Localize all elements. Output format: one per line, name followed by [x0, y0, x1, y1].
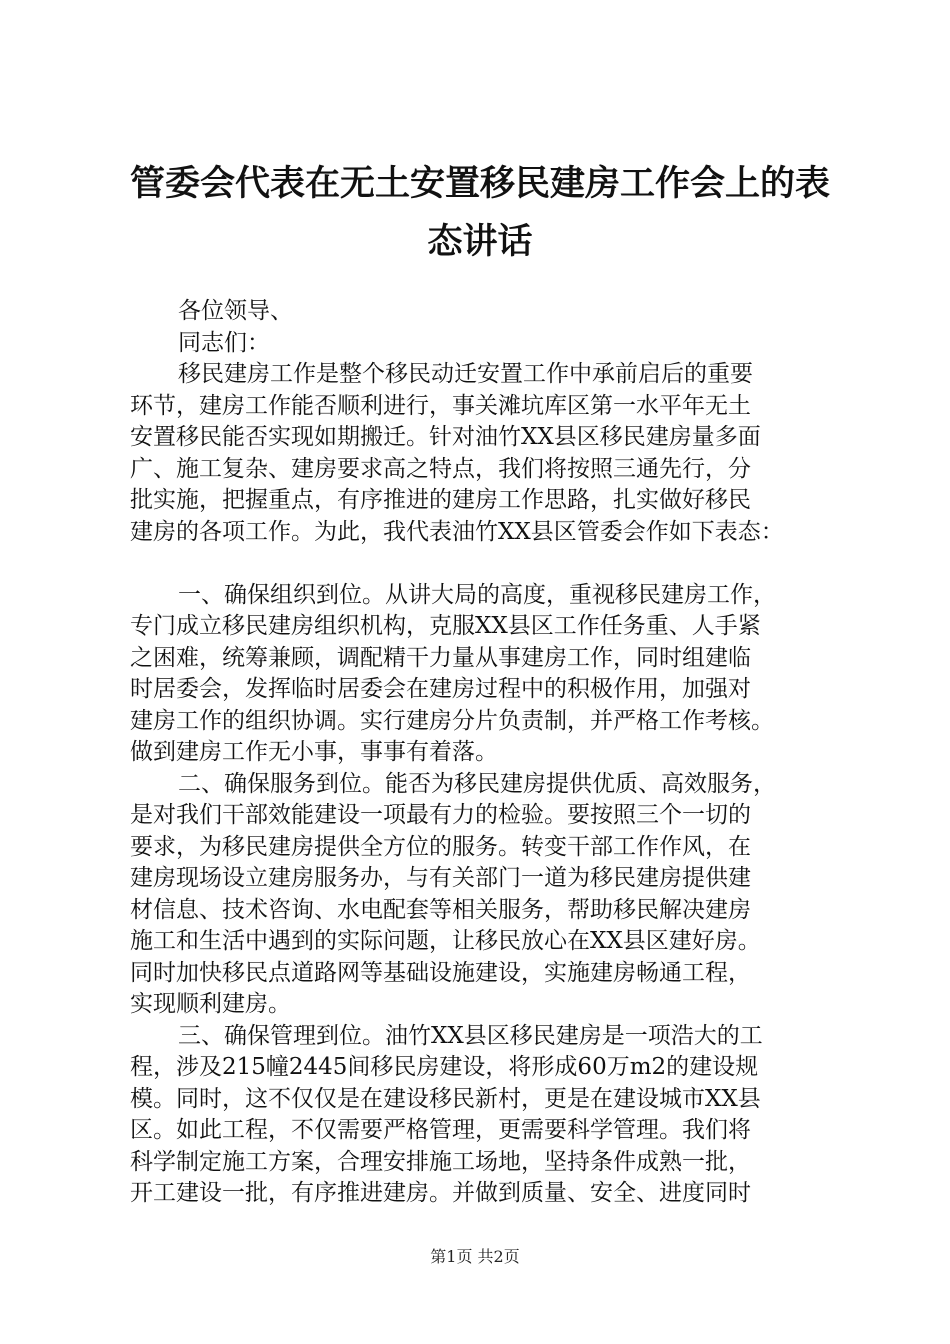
salutation-line: 同志们： [178, 329, 270, 356]
text-line: 建房的各项工作。为此，我代表油竹XX县区管委会作如下表态： [130, 518, 784, 545]
text-line: 是对我们干部效能建设一项最有力的检验。要按照三个一切的 [130, 802, 751, 828]
text-line: 安置移民能否实现如期搬迁。针对油竹XX县区移民建房量多面 [130, 424, 761, 450]
title-line-1: 管委会代表在无土安置移民建房工作会上的表 [129, 164, 830, 204]
document-body [130, 296, 850, 1210]
text-line: 批实施，把握重点，有序推进的建房工作思路，扎实做好移民 [130, 487, 751, 513]
text-line: 做到建房工作无小事，事事有着落。 [130, 739, 498, 765]
paragraph-lines [130, 359, 850, 1210]
text-line: 建房现场设立建房服务办，与有关部门一道为移民建房提供建 [130, 865, 751, 891]
text-line: 广、施工复杂、建房要求高之特点，我们将按照三通先行，分 [130, 455, 751, 482]
text-line: 实现顺利建房。 [130, 991, 291, 1017]
text-line: 同时加快移民点道路网等基础设施建设，实施建房畅通工程， [130, 959, 751, 986]
text-line: 施工和生活中遇到的实际问题，让移民放心在XX县区建好房。 [130, 928, 761, 954]
text-line: 三、确保管理到位。油竹XX县区移民建房是一项浩大的工 [178, 1022, 763, 1049]
text-line: 要求，为移民建房提供全方位的服务。转变干部工作作风，在 [130, 833, 751, 860]
text-line: 环节，建房工作能否顺利进行，事关滩坑库区第一水平年无土 [130, 392, 751, 419]
text-line: 专门成立移民建房组织机构，克服XX县区工作任务重、人手紧 [130, 613, 761, 639]
text-line [130, 548, 850, 580]
text-line: 时居委会，发挥临时居委会在建房过程中的积极作用，加强对 [130, 676, 751, 702]
text-line: 模。同时，这不仅仅是在建设移民新村，更是在建设城市XX县 [130, 1085, 761, 1112]
text-line: 材信息、技术咨询、水电配套等相关服务，帮助移民解决建房 [130, 896, 751, 923]
document-title [120, 155, 840, 271]
text-line: 程，涉及215幢2445间移民房建设，将形成60万m2的建设规 [130, 1054, 759, 1080]
text-line: 之困难，统筹兼顾，调配精干力量从事建房工作，同时组建临 [130, 644, 751, 671]
page-footer: 第1页 共2页 [430, 1247, 520, 1266]
title-line-2: 态讲话 [427, 222, 533, 262]
salutation-line: 各位领导、 [178, 298, 293, 324]
text-line: 开工建设一批，有序推进建房。并做到质量、安全、进度同时 [130, 1180, 751, 1206]
text-line: 建房工作的组织协调。实行建房分片负责制，并严格工作考核。 [130, 707, 774, 734]
text-line: 一、确保组织到位。从讲大局的高度，重视移民建房工作， [178, 581, 776, 608]
text-line: 二、确保服务到位。能否为移民建房提供优质、高效服务， [178, 770, 776, 797]
text-line: 区。如此工程，不仅需要严格管理，更需要科学管理。我们将 [130, 1117, 751, 1143]
text-line: 科学制定施工方案，合理安排施工场地，坚持条件成熟一批， [130, 1148, 751, 1175]
text-line: 移民建房工作是整个移民动迁安置工作中承前启后的重要 [178, 361, 753, 387]
